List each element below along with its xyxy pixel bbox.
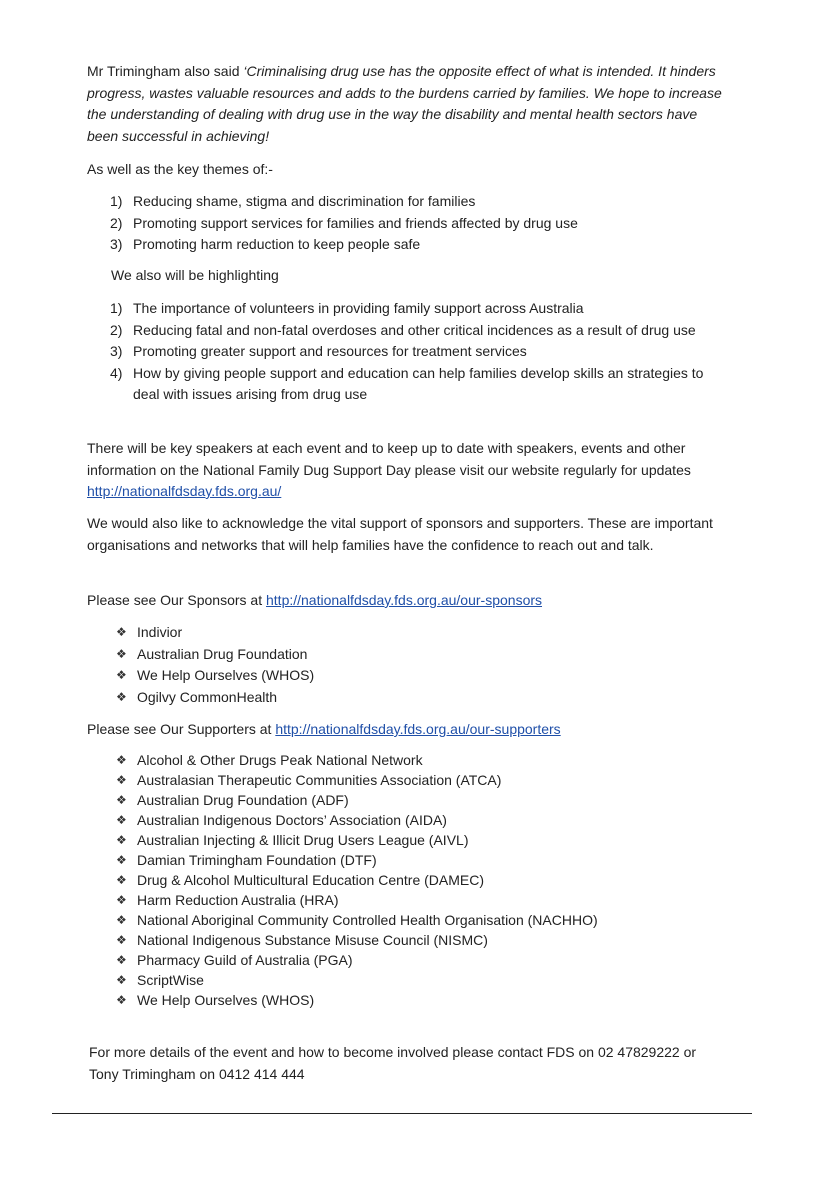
diamond-bullet-icon: ❖ <box>116 625 127 639</box>
supporter-name: ScriptWise <box>137 972 204 988</box>
supporter-name: Australasian Therapeutic Communities Association (ATCA) <box>137 772 502 788</box>
acknowledge-paragraph: We would also like to acknowledge the vital support of sponsors and supporters. These are important organisations and networks that will help families have the confidence to reach out and talk. <box>87 515 713 553</box>
list-number: 1) <box>110 193 123 209</box>
supporters-intro <box>87 719 727 741</box>
supporters-intro-text: Please see Our Supporters at <box>87 721 276 737</box>
list-number: 2) <box>110 321 123 338</box>
diamond-bullet-icon: ❖ <box>116 793 127 807</box>
list-number: 3) <box>110 343 123 359</box>
diamond-bullet-icon: ❖ <box>116 753 127 767</box>
diamond-bullet-icon: ❖ <box>116 668 127 682</box>
speakers-text: There will be key speakers at each event and to keep up to date with speakers, events and other information on the National Family Dug Support Day please visit our website regularly for updates <box>87 440 691 478</box>
list-item <box>116 890 716 910</box>
supporter-name: Drug & Alcohol Multicultural Education Centre (DAMEC) <box>137 872 485 888</box>
supporter-name: Australian Injecting & Illicit Drug Users League (AIVL) <box>137 832 469 848</box>
list-item <box>116 810 716 830</box>
speakers-paragraph <box>87 438 727 503</box>
sponsor-name: We Help Ourselves (WHOS) <box>137 667 315 683</box>
list-item <box>110 363 720 406</box>
list-item <box>116 990 716 1010</box>
supporter-name: Harm Reduction Australia (HRA) <box>137 892 339 908</box>
sponsor-name: Australian Drug Foundation <box>137 645 308 662</box>
list-text: Promoting greater support and resources for treatment services <box>133 343 527 359</box>
list-item <box>110 213 725 235</box>
list-item <box>116 644 716 666</box>
list-item <box>116 930 716 950</box>
list-number: 3) <box>110 236 123 252</box>
list-item <box>110 320 720 342</box>
list-text: Reducing shame, stigma and discrimination for families <box>133 193 476 209</box>
list-item <box>116 910 716 930</box>
list-number: 1) <box>110 300 123 316</box>
supporters-link[interactable]: http://nationalfdsday.fds.org.au/our-supporters <box>275 721 561 737</box>
quote-paragraph <box>87 61 727 147</box>
list-text: Reducing fatal and non-fatal overdoses and other critical incidences as a result of drug use <box>133 321 696 338</box>
list-item <box>116 770 716 790</box>
supporter-name: Pharmacy Guild of Australia (PGA) <box>137 952 353 968</box>
diamond-bullet-icon: ❖ <box>116 646 127 661</box>
diamond-bullet-icon: ❖ <box>116 913 127 927</box>
diamond-bullet-icon: ❖ <box>116 813 127 827</box>
list-item <box>110 298 720 320</box>
list-item <box>116 622 716 644</box>
supporter-name: Damian Trimingham Foundation (DTF) <box>137 852 377 868</box>
supporter-name: Alcohol & Other Drugs Peak National Network <box>137 752 423 768</box>
diamond-bullet-icon: ❖ <box>116 953 127 967</box>
website-link[interactable]: http://nationalfdsday.fds.org.au/ <box>87 483 282 499</box>
list-number: 4) <box>110 364 123 381</box>
themes-intro: As well as the key themes of:- <box>87 161 273 177</box>
sponsors-intro-text: Please see Our Sponsors at <box>87 592 266 608</box>
sponsors-link[interactable]: http://nationalfdsday.fds.org.au/our-sponsors <box>266 592 543 608</box>
diamond-bullet-icon: ❖ <box>116 993 127 1007</box>
diamond-bullet-icon: ❖ <box>116 933 127 947</box>
list-item <box>116 870 716 890</box>
list-text: How by giving people support and education can help families develop skills an strategies to deal with issues arising from drug use <box>133 364 704 402</box>
diamond-bullet-icon: ❖ <box>116 853 127 867</box>
list-item <box>116 970 716 990</box>
list-item <box>116 830 716 850</box>
themes-list <box>110 191 725 256</box>
sponsor-name: Ogilvy CommonHealth <box>137 688 278 705</box>
sponsors-list <box>116 622 716 708</box>
supporter-name: Australian Drug Foundation (ADF) <box>137 792 349 808</box>
supporter-name: We Help Ourselves (WHOS) <box>137 992 315 1008</box>
highlights-list <box>110 298 720 406</box>
footer-divider <box>52 1113 752 1114</box>
diamond-bullet-icon: ❖ <box>116 973 127 987</box>
list-item <box>116 850 716 870</box>
supporter-name: National Indigenous Substance Misuse Council (NISMC) <box>137 932 488 948</box>
contact-paragraph: For more details of the event and how to become involved please contact FDS on 02 47829222 or Tony Trimingham on 0412 414 444 <box>89 1044 697 1082</box>
list-item <box>116 750 716 770</box>
supporter-name: National Aboriginal Community Controlled Health Organisation (NACHHO) <box>137 912 598 928</box>
list-number: 2) <box>110 214 123 231</box>
list-item <box>116 665 716 687</box>
list-text: Promoting support services for families and friends affected by drug use <box>133 214 578 231</box>
list-item <box>116 950 716 970</box>
sponsors-intro <box>87 590 727 612</box>
list-item <box>116 790 716 810</box>
diamond-bullet-icon: ❖ <box>116 689 127 704</box>
diamond-bullet-icon: ❖ <box>116 893 127 907</box>
list-text: Promoting harm reduction to keep people safe <box>133 236 421 252</box>
list-item <box>110 234 725 256</box>
diamond-bullet-icon: ❖ <box>116 773 127 787</box>
diamond-bullet-icon: ❖ <box>116 833 127 847</box>
highlights-intro: We also will be highlighting <box>111 267 279 283</box>
list-item <box>116 687 716 709</box>
list-item <box>110 191 725 213</box>
list-text: The importance of volunteers in providing family support across Australia <box>133 300 584 316</box>
quote-text: ‘Criminalising drug use has the opposite effect of what is intended. It hinders progress, wastes valuable resources and adds to the burdens carried by families. We hope to increase the understanding of dealing with drug use in the way the disability and mental health sectors have been successful in achieving! <box>87 63 722 144</box>
sponsor-name: Indivior <box>137 624 183 640</box>
diamond-bullet-icon: ❖ <box>116 873 127 887</box>
quote-speaker: Mr Trimingham also said <box>87 63 244 79</box>
supporter-name: Australian Indigenous Doctors’ Association (AIDA) <box>137 812 447 828</box>
list-item <box>110 341 720 363</box>
supporters-list <box>116 750 716 1010</box>
